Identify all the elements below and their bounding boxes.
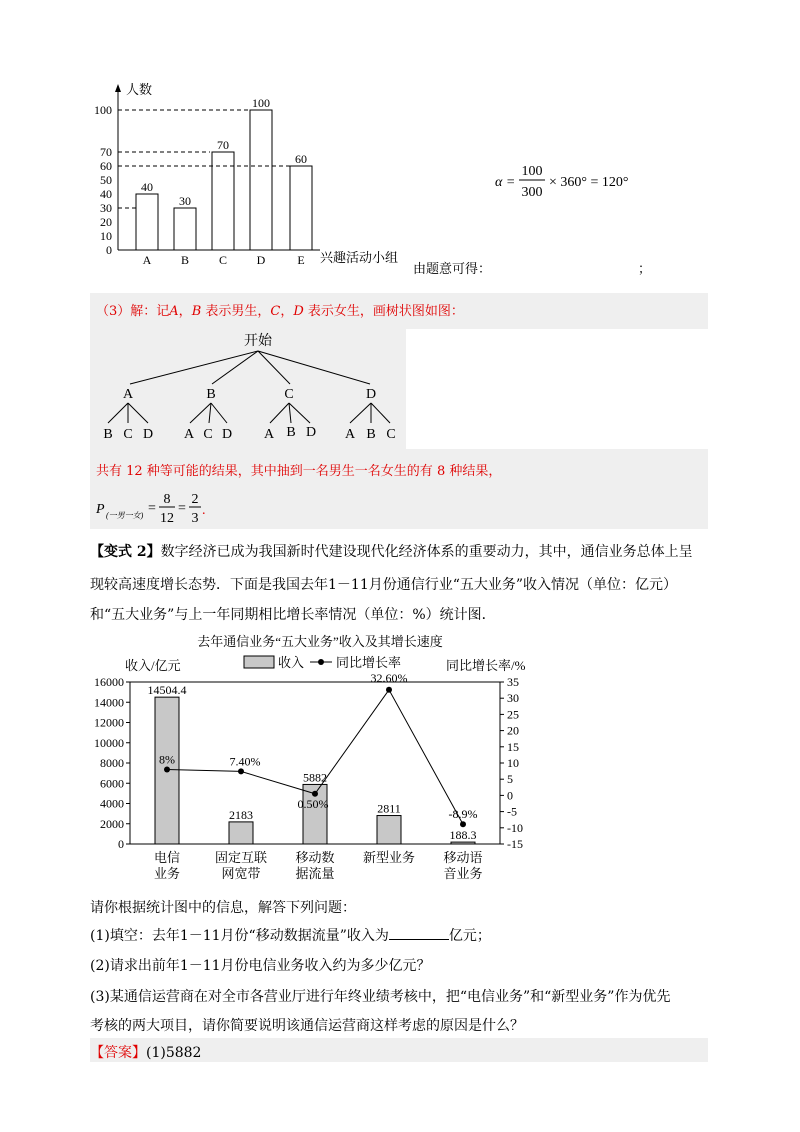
tree-edge: [130, 351, 258, 384]
frac1-num: 8: [163, 492, 171, 507]
frac1-den: 12: [160, 511, 174, 526]
revenue-bar-label: 14504.4: [147, 683, 187, 698]
y-tick-label: 0: [118, 837, 124, 851]
tree-edge: [270, 403, 289, 423]
part3-heading: [96, 300, 464, 319]
formula-rhs: × 360° = 120°: [549, 175, 629, 190]
growth-rate-label: 32.60%: [370, 670, 408, 685]
frac2-den: 3: [191, 511, 199, 526]
question-1-unit: 亿元；: [448, 928, 491, 944]
tree-leaf: A: [183, 427, 195, 442]
category-label: 据流量: [295, 866, 335, 881]
telecom-revenue-chart: [94, 630, 540, 882]
variant2-line2: 现较高速度增长态势．下面是我国去年1－11月份通信行业“五大业务”收入情况（单位：亿元）: [90, 577, 678, 593]
category-label: C: [218, 253, 228, 267]
y-tick: 100: [94, 103, 112, 117]
variant2-line3: 和“五大业务”与上一年同期相比增长率情况（单位：%）统计图．: [90, 607, 496, 623]
revenue-bar: [229, 822, 253, 844]
y2-tick-label: 10: [507, 756, 519, 770]
y-tick-label: 14000: [94, 695, 124, 710]
tree-edge: [289, 403, 310, 423]
tree-leaf: C: [123, 427, 133, 442]
y-tick-label: 6000: [100, 776, 124, 791]
sep: ，: [280, 304, 294, 319]
part3-mid: 表示男生，: [201, 304, 271, 319]
bar-label: 40: [141, 180, 153, 194]
category-label: A: [142, 253, 152, 267]
chart-title: 去年通信业务“五大业务”收入及其增长速度: [197, 634, 443, 649]
question-2: (2)请求出前年1－11月份电信业务收入约为多少亿元？: [90, 958, 431, 974]
formula-numerator: 100: [521, 164, 543, 179]
revenue-bar-label: 2183: [229, 807, 253, 822]
var-A: A: [169, 304, 179, 319]
y-tick-label: 12000: [94, 715, 124, 730]
tree-node: C: [284, 387, 294, 402]
questions-intro: 请你根据统计图中的信息，解答下列问题：: [90, 900, 356, 916]
growth-rate-point: [164, 766, 170, 772]
tree-edge: [128, 403, 148, 423]
interest-group-bar-chart: [80, 80, 440, 270]
growth-rate-label: 0.50%: [297, 796, 329, 811]
y-axis-label: 人数: [126, 82, 153, 97]
tree-edge: [350, 403, 371, 423]
answer-line: [90, 1042, 201, 1062]
prob-sub: (一男一女): [106, 511, 144, 520]
prob-p: P: [96, 502, 105, 517]
bar-C: [212, 152, 234, 250]
y-axis-arrow: [115, 84, 121, 92]
revenue-bar-label: 2811: [377, 801, 401, 816]
tree-edge: [190, 403, 211, 423]
y-tick: 10: [100, 229, 112, 243]
y2-tick-label: 25: [507, 707, 519, 722]
category-label: 新型业务: [362, 850, 416, 865]
category-label: E: [297, 253, 305, 267]
growth-rate-point: [386, 687, 392, 693]
tree-leaf: C: [203, 427, 213, 442]
category-label: 电信: [153, 850, 181, 865]
y-tick-label: 2000: [100, 816, 124, 831]
growth-rate-point: [238, 768, 244, 774]
tree-leaf: D: [305, 425, 317, 440]
y-tick: 60: [100, 159, 112, 173]
y-tick: 30: [100, 201, 112, 215]
tree-leaf: D: [142, 427, 154, 442]
tree-edge: [371, 403, 390, 423]
part3-end: 表示女生，画树状图如图：: [303, 304, 464, 319]
answer-text: (1)5882: [146, 1045, 202, 1061]
eq2: =: [178, 501, 186, 516]
y-tick-label: 16000: [94, 675, 124, 689]
category-label: 移动数: [295, 850, 335, 865]
tree-leaf: A: [263, 427, 275, 442]
growth-rate-label: 8%: [159, 752, 175, 767]
bar-label: 70: [217, 138, 229, 152]
question-1-text: (1)填空：去年1－11月份“移动数据流量”收入为: [90, 928, 389, 944]
category-label: 网宽带: [221, 866, 261, 881]
revenue-bar: [451, 842, 475, 844]
revenue-bar-label: 188.3: [449, 828, 477, 843]
growth-rate-label: 7.40%: [229, 754, 261, 769]
category-label: 固定互联: [214, 850, 268, 865]
tree-edge: [209, 403, 211, 423]
formula-lhs: α =: [495, 175, 516, 190]
part3-result: 共有 12 种等可能的结果，其中抽到一名男生一名女生的有 8 种结果，: [96, 464, 502, 479]
y-tick-label: 8000: [100, 756, 124, 770]
bar-E: [290, 166, 312, 250]
y-axis-label: 收入/亿元: [125, 658, 181, 673]
tree-node: D: [365, 387, 377, 402]
x-axis-label: 兴趣活动小组: [320, 250, 399, 265]
tree-node: A: [122, 387, 134, 402]
category-label: 业务: [153, 866, 181, 881]
tree-leaf: B: [286, 425, 296, 440]
y2-axis-label: 同比增长率/%: [446, 658, 526, 673]
alpha-formula: [495, 160, 655, 204]
tree-leaf: B: [103, 427, 113, 442]
formula-denominator: 300: [521, 185, 543, 200]
var-B: B: [191, 304, 202, 319]
semicolon: ；: [638, 262, 652, 277]
y2-tick-label: 35: [507, 675, 519, 689]
tree-diagram: [90, 329, 406, 449]
revenue-bar: [377, 816, 401, 844]
prob-eq: =: [148, 501, 156, 516]
legend-label-growth: 同比增长率: [336, 655, 402, 670]
bar-B: [174, 208, 196, 250]
answer-tag: 【答案】: [90, 1045, 146, 1061]
tree-edge: [212, 351, 258, 384]
bar-D: [250, 110, 272, 250]
tree-root: 开始: [244, 334, 272, 349]
tree-leaf: C: [386, 427, 396, 442]
y-tick: 20: [100, 215, 112, 229]
category-label: D: [256, 253, 266, 267]
y2-tick-label: 30: [507, 691, 519, 706]
legend-swatch-revenue: [244, 656, 274, 668]
tree-edge: [211, 403, 227, 423]
y2-tick-label: 15: [507, 739, 519, 754]
question-3-line2: 考核的两大项目，请你简要说明该通信运营商这样考虑的原因是什么？: [90, 1018, 524, 1034]
bar-A: [136, 194, 158, 250]
y-tick-label: 4000: [100, 796, 124, 811]
frac2-num: 2: [191, 492, 199, 507]
category-label: B: [180, 253, 190, 267]
y-tick: 0: [106, 243, 112, 257]
sep: ，: [178, 304, 192, 319]
category-label: 音业务: [443, 866, 483, 881]
question-3-line1: (3)某通信运营商在对全市各营业厅进行年终业绩考核中，把“电信业务”和“新型业务”作为优先: [90, 989, 671, 1005]
yiti-text: 由题意可得：: [413, 262, 492, 277]
y-tick: 70: [100, 145, 112, 159]
y2-tick-label: 20: [507, 723, 519, 738]
tree-edge: [108, 403, 128, 423]
var-C: C: [270, 304, 281, 319]
period: .: [202, 503, 206, 518]
bar-label: 30: [179, 194, 191, 208]
y2-tick-label: -15: [507, 837, 523, 851]
y-tick: 50: [100, 173, 112, 187]
tree-leaf: D: [221, 427, 233, 442]
revenue-bar-label: 5882: [303, 770, 327, 785]
y2-tick-label: 0: [507, 788, 513, 803]
probability-formula: [96, 488, 236, 528]
question-1: [90, 925, 491, 945]
y2-tick-label: -5: [507, 804, 517, 819]
variant2-tag: 【变式 2】: [90, 544, 161, 560]
bar-label: 100: [252, 96, 270, 110]
y2-tick-label: -10: [507, 820, 523, 835]
y-tick-label: 10000: [94, 735, 124, 750]
bar-label: 60: [295, 152, 307, 166]
growth-rate-point: [460, 821, 466, 827]
y2-tick-label: 5: [507, 772, 513, 787]
category-label: 移动语: [443, 850, 483, 865]
tree-edge: [258, 351, 370, 384]
growth-rate-label: -8.9%: [448, 807, 478, 822]
tree-leaf: A: [344, 427, 356, 442]
legend-swatch-growth-dot: [318, 659, 324, 665]
tree-node: B: [206, 387, 216, 402]
var-D: D: [293, 304, 304, 319]
legend-label-revenue: 收入: [278, 655, 305, 670]
y-tick: 40: [100, 187, 112, 201]
tree-leaf: B: [366, 427, 376, 442]
part3-intro: （3）解：记: [96, 304, 170, 319]
variant2-line1: [90, 541, 693, 561]
variant2-text: 数字经济已成为我国新时代建设现代化经济体系的重要动力，其中，通信业务总体上呈: [160, 544, 693, 560]
tree-edge: [289, 403, 291, 423]
answer-blank[interactable]: [389, 927, 449, 940]
